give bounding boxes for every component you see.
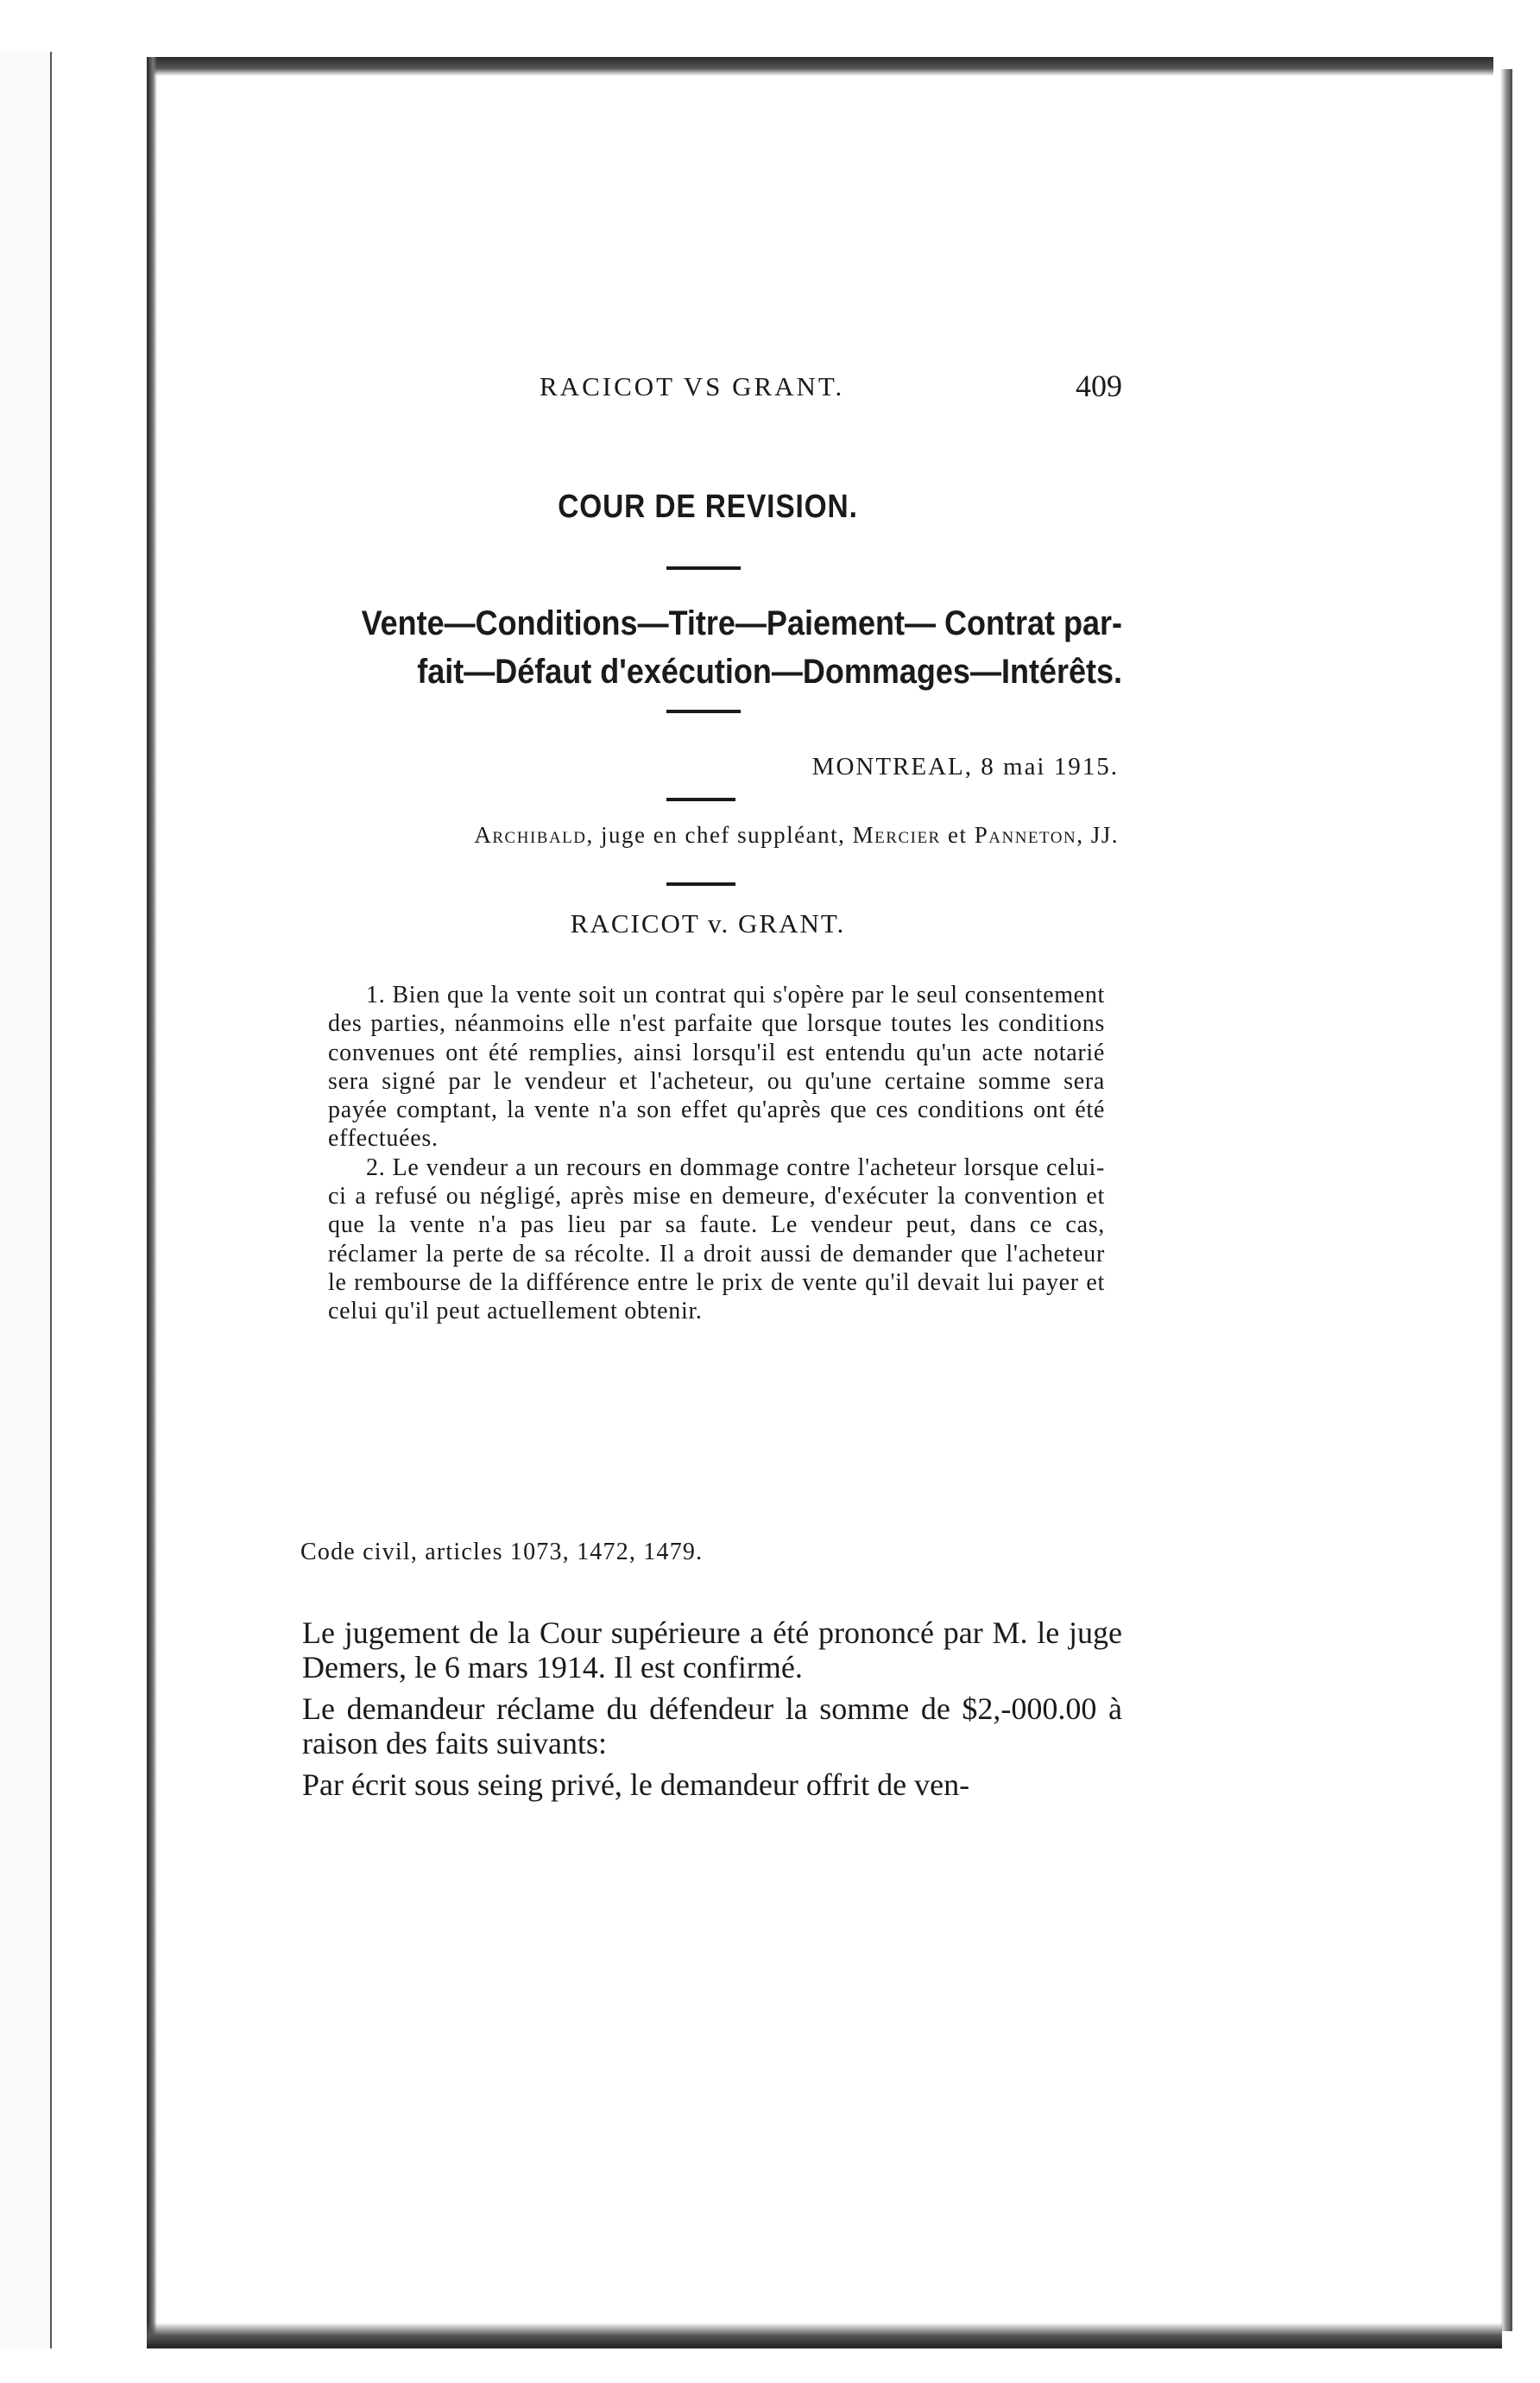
headnote <box>328 981 1105 1326</box>
court-heading: COUR DE REVISION. <box>558 489 858 525</box>
divider-rule <box>666 566 741 570</box>
body-paragraph: Le demandeur réclame du défendeur la somme de $2,-000.00 à raison des faits suivants: <box>302 1691 1122 1760</box>
judge-name: Mercier <box>852 822 941 848</box>
body-text <box>302 1616 1122 1811</box>
decision-date: MONTREAL, 8 mai 1915. <box>811 753 1119 781</box>
judges-text: et <box>940 822 975 848</box>
body-paragraph: Par écrit sous seing privé, le demandeur offrit de ven- <box>302 1767 970 1802</box>
running-head-title: RACICOT VS GRANT. <box>540 371 845 401</box>
divider-rule <box>666 882 735 886</box>
judges-text: , JJ. <box>1076 822 1119 848</box>
headnote-paragraph: 1. Bien que la vente soit un contrat qui s'opère par le seul consentement des parties, néanmoins elle n'est parfaite que lorsque toutes les conditions convenues ont été remplies, ainsi lorsqu'il est entendu qu'un acte notarié sera signé par le vendeur et l'acheteur, ou qu'une certaine somme sera payée comptant, la vente n'a son effet qu'après que ces conditions ont été effectuées. <box>328 982 1105 1153</box>
judge-name: Archibald <box>474 822 587 848</box>
body-paragraph: Le jugement de la Cour supérieure a été prononcé par M. le juge Demers, le 6 mars 1914. Il est confirmé. <box>302 1615 1122 1685</box>
judges-line <box>283 822 1119 849</box>
divider-rule <box>666 710 741 713</box>
judge-name: Panneton <box>974 822 1077 848</box>
headnote-paragraph: 2. Le vendeur a un recours en dommage contre l'acheteur lorsque celui-ci a refusé ou négligé, après mise en demeure, d'exécuter la convention et que la vente n'a pas lieu par sa faute. Le vendeur peut, dans ce cas, réclamer la perte de sa récolte. Il a droit aussi de demander que l'acheteur le rembourse de la différence entre le prix de vente qu'il devait lui payer et celui qu'il peut actuellement obtenir. <box>328 1154 1105 1325</box>
subject-line-2: fait—Défaut d'exécution—Dommages—Intérêts. <box>417 653 1122 691</box>
code-reference: Code civil, articles 1073, 1472, 1479. <box>300 1539 704 1565</box>
page-number: 409 <box>1076 369 1122 403</box>
divider-rule <box>666 798 735 801</box>
judges-text: , juge en chef suppléant, <box>586 822 853 848</box>
subject-heading <box>353 599 1122 696</box>
subject-line-1: Vente—Conditions—Titre—Paiement— Contrat par- <box>361 604 1122 642</box>
running-head <box>293 371 1122 414</box>
case-parties: RACICOT v. GRANT. <box>570 908 846 939</box>
